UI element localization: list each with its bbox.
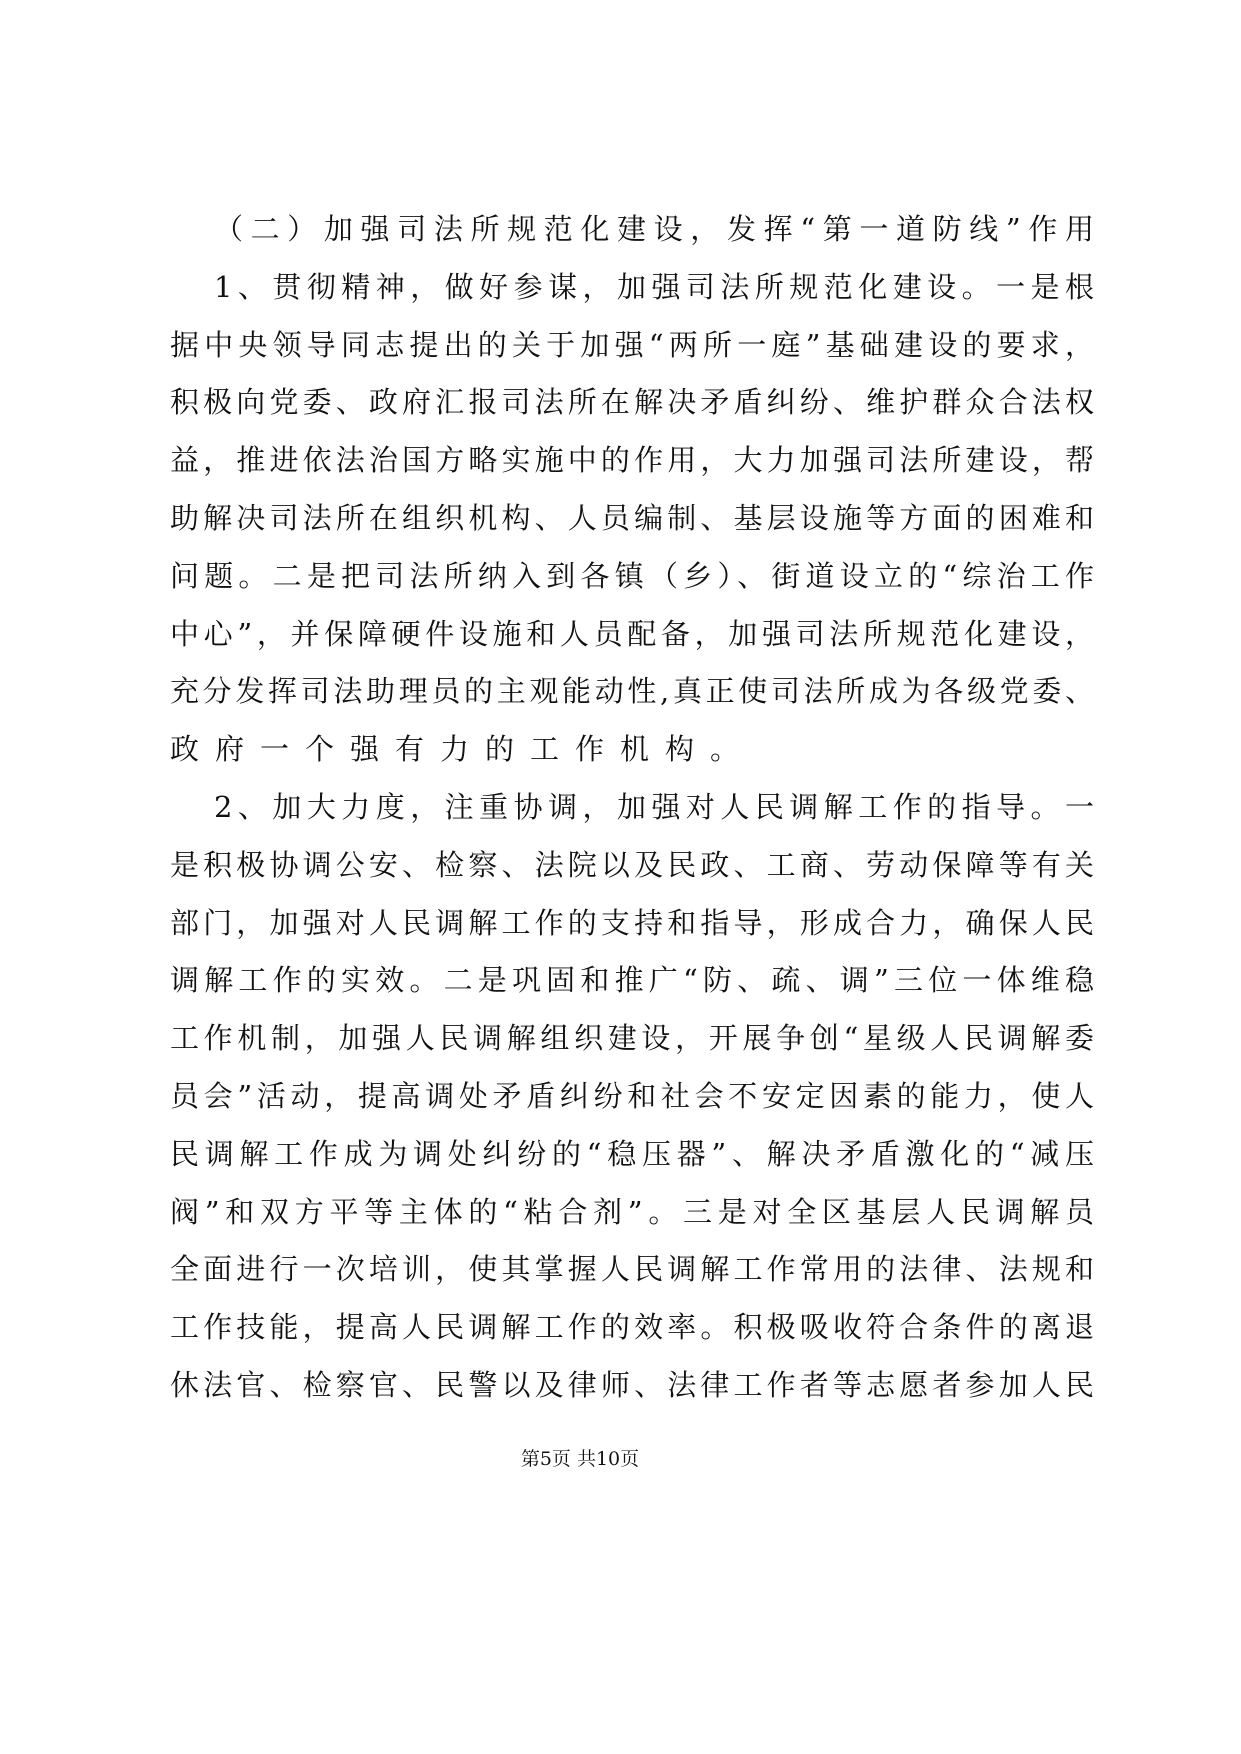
paragraph-line: 积极向党委、政府汇报司法所在解决矛盾纠纷、维护群众合法权 [170, 385, 1096, 420]
paragraph-line: 工作机制，加强人民调解组织建设，开展争创“星级人民调解委 [170, 1021, 1096, 1056]
paragraph-line: 益，推进依法治国方略实施中的作用，大力加强司法所建设，帮 [170, 443, 1096, 478]
paragraph-line: 充分发挥司法助理员的主观能动性,真正使司法所成为各级党委、 [170, 674, 1096, 709]
paragraph-line: 据中央领导同志提出的关于加强“两所一庭”基础建设的要求， [170, 327, 1096, 362]
paragraph-line: 民调解工作成为调处纠纷的“稳压器”、解决矛盾激化的“减压 [170, 1136, 1096, 1171]
paragraph-line: 调解工作的实效。二是巩固和推广“防、疏、调”三位一体维稳 [170, 963, 1096, 998]
document-body [170, 201, 1096, 1415]
paragraph-line: 1、贯彻精神，做好参谋，加强司法所规范化建设。一是根 [214, 269, 1096, 304]
paragraph-line: 部门，加强对人民调解工作的支持和指导，形成合力，确保人民 [170, 905, 1096, 940]
paragraph-line: 是积极协调公安、检察、法院以及民政、工商、劳动保障等有关 [170, 847, 1096, 882]
paragraph-line: 中心”，并保障硬件设施和人员配备，加强司法所规范化建设， [170, 616, 1096, 651]
section-heading: （二）加强司法所规范化建设，发挥“第一道防线”作用 [214, 212, 1096, 246]
paragraph-line: 问题。二是把司法所纳入到各镇（乡）、街道设立的“综治工作 [170, 558, 1096, 593]
paragraph-line: 工作技能，提高人民调解工作的效率。积极吸收符合条件的离退 [170, 1310, 1096, 1345]
paragraph-line: 2、加大力度，注重协调，加强对人民调解工作的指导。一 [214, 789, 1096, 824]
page-number-footer: 第5页 共10页 [520, 1448, 640, 1470]
paragraph-line: 助解决司法所在组织机构、人员编制、基层设施等方面的困难和 [170, 500, 1096, 535]
paragraph-line: 政府一个强有力的工作机构。 [170, 732, 756, 767]
paragraph-line: 员会”活动，提高调处矛盾纠纷和社会不安定因素的能力，使人 [170, 1078, 1096, 1113]
paragraph-line: 全面进行一次培训，使其掌握人民调解工作常用的法律、法规和 [170, 1252, 1096, 1287]
paragraph-line: 休法官、检察官、民警以及律师、法律工作者等志愿者参加人民 [170, 1367, 1096, 1402]
paragraph-line: 阀”和双方平等主体的“粘合剂”。三是对全区基层人民调解员 [170, 1194, 1096, 1229]
